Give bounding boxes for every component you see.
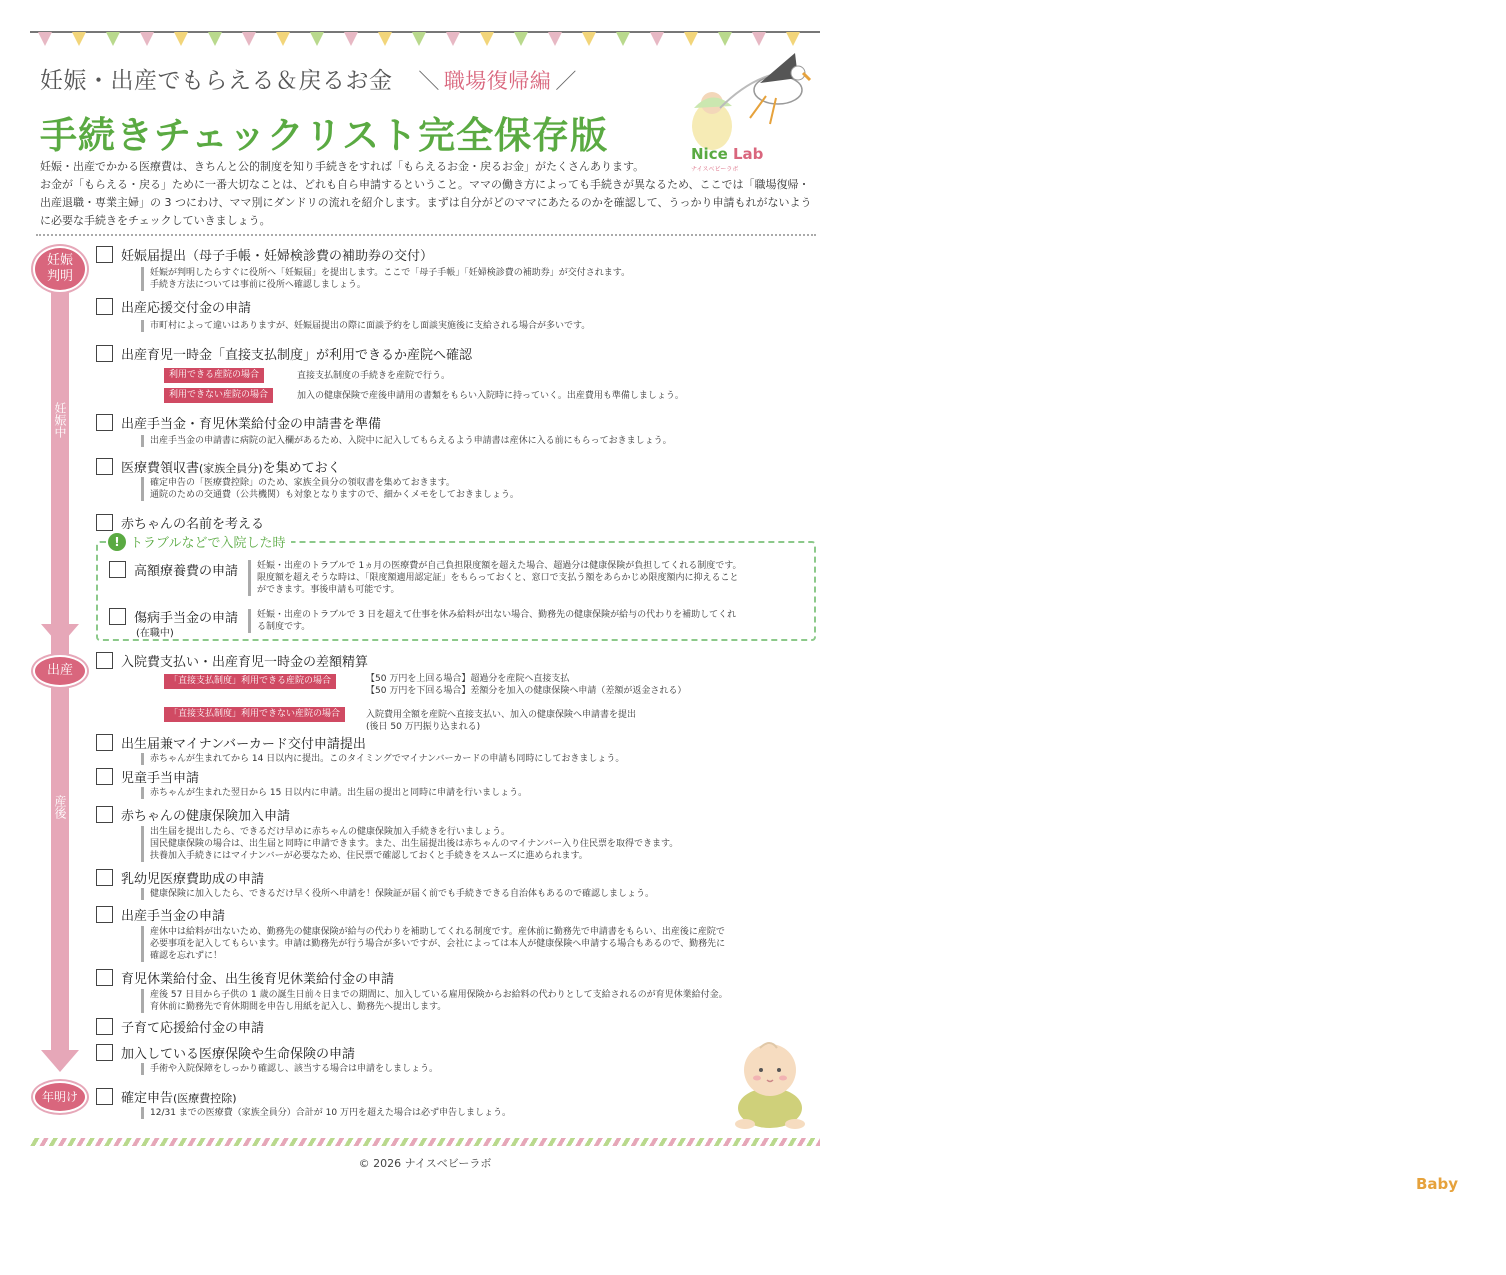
item-title: 出産手当金の申請 [121, 909, 226, 924]
stage-label-text: 産後 [53, 795, 67, 819]
desc-line: 産休中は給料が出ないため、勤務先の健康保険が給与の代わりを補助してくれる制度です。産休前に勤務先で申請書をもらい、出産後に産院で [150, 927, 725, 937]
bunting-flag [344, 32, 358, 46]
item-title: 出産育児一時金「直接支払制度」が利用できるか産院へ確認 [121, 348, 473, 363]
item-title: 加入している医療保険や生命保険の申請 [121, 1047, 356, 1062]
item-title: 入院費支払い・出産育児一時金の差額精算 [121, 655, 369, 670]
title-small: (医療費控除) [173, 1092, 237, 1105]
item-description [248, 609, 736, 633]
title-main: 確定申告 [121, 1091, 174, 1106]
bunting-flags [38, 32, 800, 46]
condition-text [366, 709, 636, 733]
checkbox[interactable] [96, 1088, 113, 1105]
bunting-flag [310, 32, 324, 46]
checkbox[interactable] [96, 1018, 113, 1035]
checkbox[interactable] [96, 458, 113, 475]
checkbox[interactable] [96, 514, 113, 531]
bunting-flag [174, 32, 188, 46]
item-description [141, 826, 678, 862]
condition-pill: 「直接支払制度」利用できない産院の場合 [164, 707, 345, 722]
desc-line: 12/31 までの医療費（家族全員分）合計が 10 万円を超えた場合は必ず申告しましょう。 [150, 1108, 511, 1118]
checkbox[interactable] [96, 246, 113, 263]
desc-line: 手続き方法については事前に役所へ確認しましょう。 [150, 280, 366, 290]
checkbox[interactable] [109, 608, 126, 625]
exclamation-icon: ! [108, 533, 126, 551]
item-description [141, 477, 519, 501]
logo-lab: Lab [732, 145, 764, 163]
desc-line: 赤ちゃんが生まれてから 14 日以内に提出。このタイミングでマイナンバーカードの申請も同時にしておきましょう。 [150, 754, 625, 764]
item-title: 出生届兼マイナンバーカード交付申請提出 [121, 737, 366, 752]
checkbox[interactable] [96, 345, 113, 362]
desc-line: 国民健康保険の場合は、出生届と同時に申請できます。また、出生届提出後は赤ちゃんのマイナンバー入り住民票を取得できます。 [150, 839, 679, 849]
stage-label-pregnant [52, 402, 68, 441]
dotted-divider [36, 234, 816, 236]
brand-logo-subtext: ナイスベビーラボ [691, 166, 739, 173]
condition-line: 【50 万円を上回る場合】超過分を産院へ直接支払 [366, 674, 570, 684]
bunting-flag [412, 32, 426, 46]
item-title: 子育て応援給付金の申請 [121, 1021, 265, 1036]
desc-line: 妊娠が判明したらすぐに役所へ「妊娠届」を提出します。ここで「母子手帳」「妊婦検診費の補助券」が交付されます。 [150, 268, 631, 278]
desc-line: 必要事項を記入してもらいます。申請は勤務先が行う場合が多いですが、会社によっては本人が健康保険へ申請する場合もあるので、勤務先に [150, 939, 726, 949]
desc-line: 通院のための交通費（公共機関）も対象となりますので、細かくメモをしておきましょう。 [150, 490, 519, 500]
slash-right: ／ [555, 69, 577, 93]
hospitalization-heading [108, 532, 291, 551]
intro-line: 出産退職・専業主婦」の 3 つにわけ、ママ別にダンドリの流れを紹介します。まずは自分がどのママにあたるのかを確認して、うっかり申請もれがないよう [40, 196, 812, 209]
desc-line: ができます。事後申請も可能です。 [257, 585, 400, 595]
bunting-flag [582, 32, 596, 46]
bunting-flag [480, 32, 494, 46]
bunting-flag [548, 32, 562, 46]
item-title: 乳幼児医療費助成の申請 [121, 872, 265, 887]
item-description [141, 267, 630, 291]
bunting-flag [208, 32, 222, 46]
condition-line: (後日 50 万円振り込まれる) [366, 722, 481, 732]
condition-line: 入院費用全額を産院へ直接支払い、加入の健康保険へ申請書を提出 [366, 710, 637, 720]
desc-line: 育休前に勤務先で育休期間を申告し用紙を記入し、勤務先へ提出します。 [150, 1002, 447, 1012]
bunting-flag [38, 32, 52, 46]
stage-badge-new-year: 年明け [33, 1081, 87, 1113]
checkbox[interactable] [96, 414, 113, 431]
intro-line: 妊娠・出産でかかる医療費は、きちんと公的制度を知り手続きをすれば「もらえるお金・戻るお金」がたくさんあります。 [40, 160, 645, 173]
desc-line: 市町村によって違いはありますが、妊娠届提出の際に面談予約をし面談実施後に支給される場合が多いです。 [150, 321, 591, 331]
intro-line: に必要な手続きをチェックしていきましょう。 [40, 214, 271, 227]
copyright: © 2026 ナイスベビーラボ [358, 1157, 492, 1170]
checkbox[interactable] [96, 298, 113, 315]
item-description [141, 926, 725, 962]
desc-line: 赤ちゃんが生まれた翌日から 15 日以内に申請。出生届の提出と同時に申請を行いましょう。 [150, 788, 528, 798]
item-description [141, 753, 624, 765]
logo-nice: Nice [691, 145, 733, 163]
stage-badge-text: 妊娠 判明 [46, 253, 73, 284]
condition-pill: 利用できない産院の場合 [164, 388, 273, 403]
item-title: 育児休業給付金、出生後育児休業給付金の申請 [121, 972, 395, 987]
desc-line: 出産手当金の申請書に病院の記入欄があるため、入院中に記入してもらえるよう申請書は産休に入る前にもらっておきましょう。 [150, 436, 672, 446]
checkbox[interactable] [96, 734, 113, 751]
condition-text [366, 673, 686, 697]
item-title: 赤ちゃんの健康保険加入申請 [121, 809, 291, 824]
logo-baby: Baby [1416, 1175, 1459, 1193]
checkbox[interactable] [96, 652, 113, 669]
stage-badge-birth: 出産 [33, 655, 87, 687]
item-title: 出産応援交付金の申請 [121, 301, 252, 316]
condition-pill: 利用できる産院の場合 [164, 368, 264, 383]
desc-line: 出生届を提出したら、できるだけ早めに赤ちゃんの健康保険加入手続きを行いましょう。 [150, 827, 511, 837]
item-title: 赤ちゃんの名前を考える [121, 517, 265, 532]
desc-line: 妊娠・出産のトラブルで 3 日を超えて仕事を休み給料が出ない場合、勤務先の健康保険が給与の代わりを補助してくれ [257, 610, 737, 620]
timeline-arrowhead [41, 1050, 79, 1072]
item-description [141, 320, 590, 332]
desc-line: 限度額を超えそうな時は、「限度額適用認定証」をもらっておくと、窓口で支払う額をあらかじめ限度額内に抑えること [257, 573, 739, 583]
checkbox[interactable] [96, 806, 113, 823]
bunting-flag [446, 32, 460, 46]
header [40, 62, 680, 159]
condition-line: 【50 万円を下回る場合】差額分を加入の健康保険へ申請（差額が返金される） [366, 686, 687, 696]
bunting-flag [718, 32, 732, 46]
title-main: 医療費領収書 [121, 461, 200, 476]
item-title [121, 457, 341, 476]
item-title: 妊娠届提出（母子手帳・妊婦検診費の補助券の交付） [121, 249, 434, 264]
desc-line: 妊娠・出産のトラブルで 1ヵ月の医療費が自己負担限度額を超えた場合、超過分は健康保険が負担してくれる制度です。 [257, 561, 742, 571]
desc-line: 確定申告の「医療費控除」のため、家族全員分の領収書を集めておきます。 [150, 478, 455, 488]
item-title-note: (在職中) [136, 628, 174, 639]
item-title [121, 1087, 237, 1106]
bunting-flag [786, 32, 800, 46]
intro-text [40, 158, 810, 230]
desc-line: 手術や入院保障をしっかり確認し、該当する場合は申請をしましょう。 [150, 1064, 439, 1074]
subtitle-tag [414, 69, 581, 93]
bunting-flag [140, 32, 154, 46]
item-description [141, 888, 654, 900]
baby-illustration-icon [725, 1030, 815, 1130]
subtitle-text: 妊娠・出産でもらえる＆戻るお金 [40, 68, 393, 94]
bunting-flag [616, 32, 630, 46]
checkbox[interactable] [96, 906, 113, 923]
item-description [141, 1107, 511, 1119]
bunting-flag [752, 32, 766, 46]
stage-label-postpartum [52, 795, 68, 822]
hospitalization-heading-text: トラブルなどで入院した時 [130, 536, 286, 551]
checkbox[interactable] [96, 768, 113, 785]
tag-text: 職場復帰編 [443, 69, 552, 93]
desc-line: 扶養加入手続きにはマイナンバーが必要なため、住民票で確認しておくと手続きをスムーズに進められます。 [150, 851, 588, 861]
title-small: (家族全員分) [199, 462, 263, 475]
item-title: 児童手当申請 [121, 771, 200, 786]
bottom-stripe-border [30, 1138, 820, 1146]
bunting-flag [650, 32, 664, 46]
stage-badge-pregnancy-confirmed [33, 246, 87, 292]
item-description [141, 1063, 438, 1075]
item-title: 出産手当金・育児休業給付金の申請書を準備 [121, 417, 382, 432]
intro-line: お金が「もらえる・戻る」ために一番大切なことは、どれも自ら申請するということ。ママの働き方によっても手続きが異なるため、ここでは「職場復帰・ [40, 178, 810, 191]
item-title: 傷病手当金の申請 [134, 611, 239, 626]
item-title: 高額療養費の申請 [134, 564, 239, 579]
bunting-flag [106, 32, 120, 46]
bunting-flag [72, 32, 86, 46]
checkbox[interactable] [96, 869, 113, 886]
condition-pill: 「直接支払制度」利用できる産院の場合 [164, 674, 336, 689]
bunting-flag [514, 32, 528, 46]
item-description [141, 787, 527, 799]
bunting-flag [684, 32, 698, 46]
checkbox[interactable] [109, 561, 126, 578]
desc-line: 健康保険に加入したら、できるだけ早く役所へ申請を！保険証が届く前でも手続きできる自治体もあるので確認しましょう。 [150, 889, 655, 899]
condition-text: 直接支払制度の手続きを産院で行う。 [297, 371, 451, 381]
checkbox[interactable] [96, 969, 113, 986]
item-description [141, 435, 672, 447]
bunting-flag [242, 32, 256, 46]
title-rest: を集めておく [262, 461, 341, 476]
desc-line: る制度です。 [257, 622, 311, 632]
bunting-flag [276, 32, 290, 46]
item-description [248, 560, 742, 596]
subtitle [40, 62, 680, 95]
condition-text: 加入の健康保険で産後申請用の書類をもらい入院時に持っていく。出産費用も準備しましょう。 [297, 391, 684, 401]
desc-line: 確認を忘れずに！ [150, 951, 223, 961]
bunting-flag [378, 32, 392, 46]
slash-left: ＼ [418, 69, 440, 93]
checkbox[interactable] [96, 1044, 113, 1061]
stage-label-text: 妊娠中 [53, 402, 67, 438]
page-title: 手続きチェックリスト完全保存版 [40, 114, 609, 157]
timeline-arrowhead [41, 624, 79, 646]
desc-line: 産後 57 日目から子供の 1 歳の誕生日前々日までの期間に、加入している雇用保険からお給料の代わりとして支給されるのが育児休業給付金。 [150, 990, 728, 1000]
item-description [141, 989, 728, 1013]
